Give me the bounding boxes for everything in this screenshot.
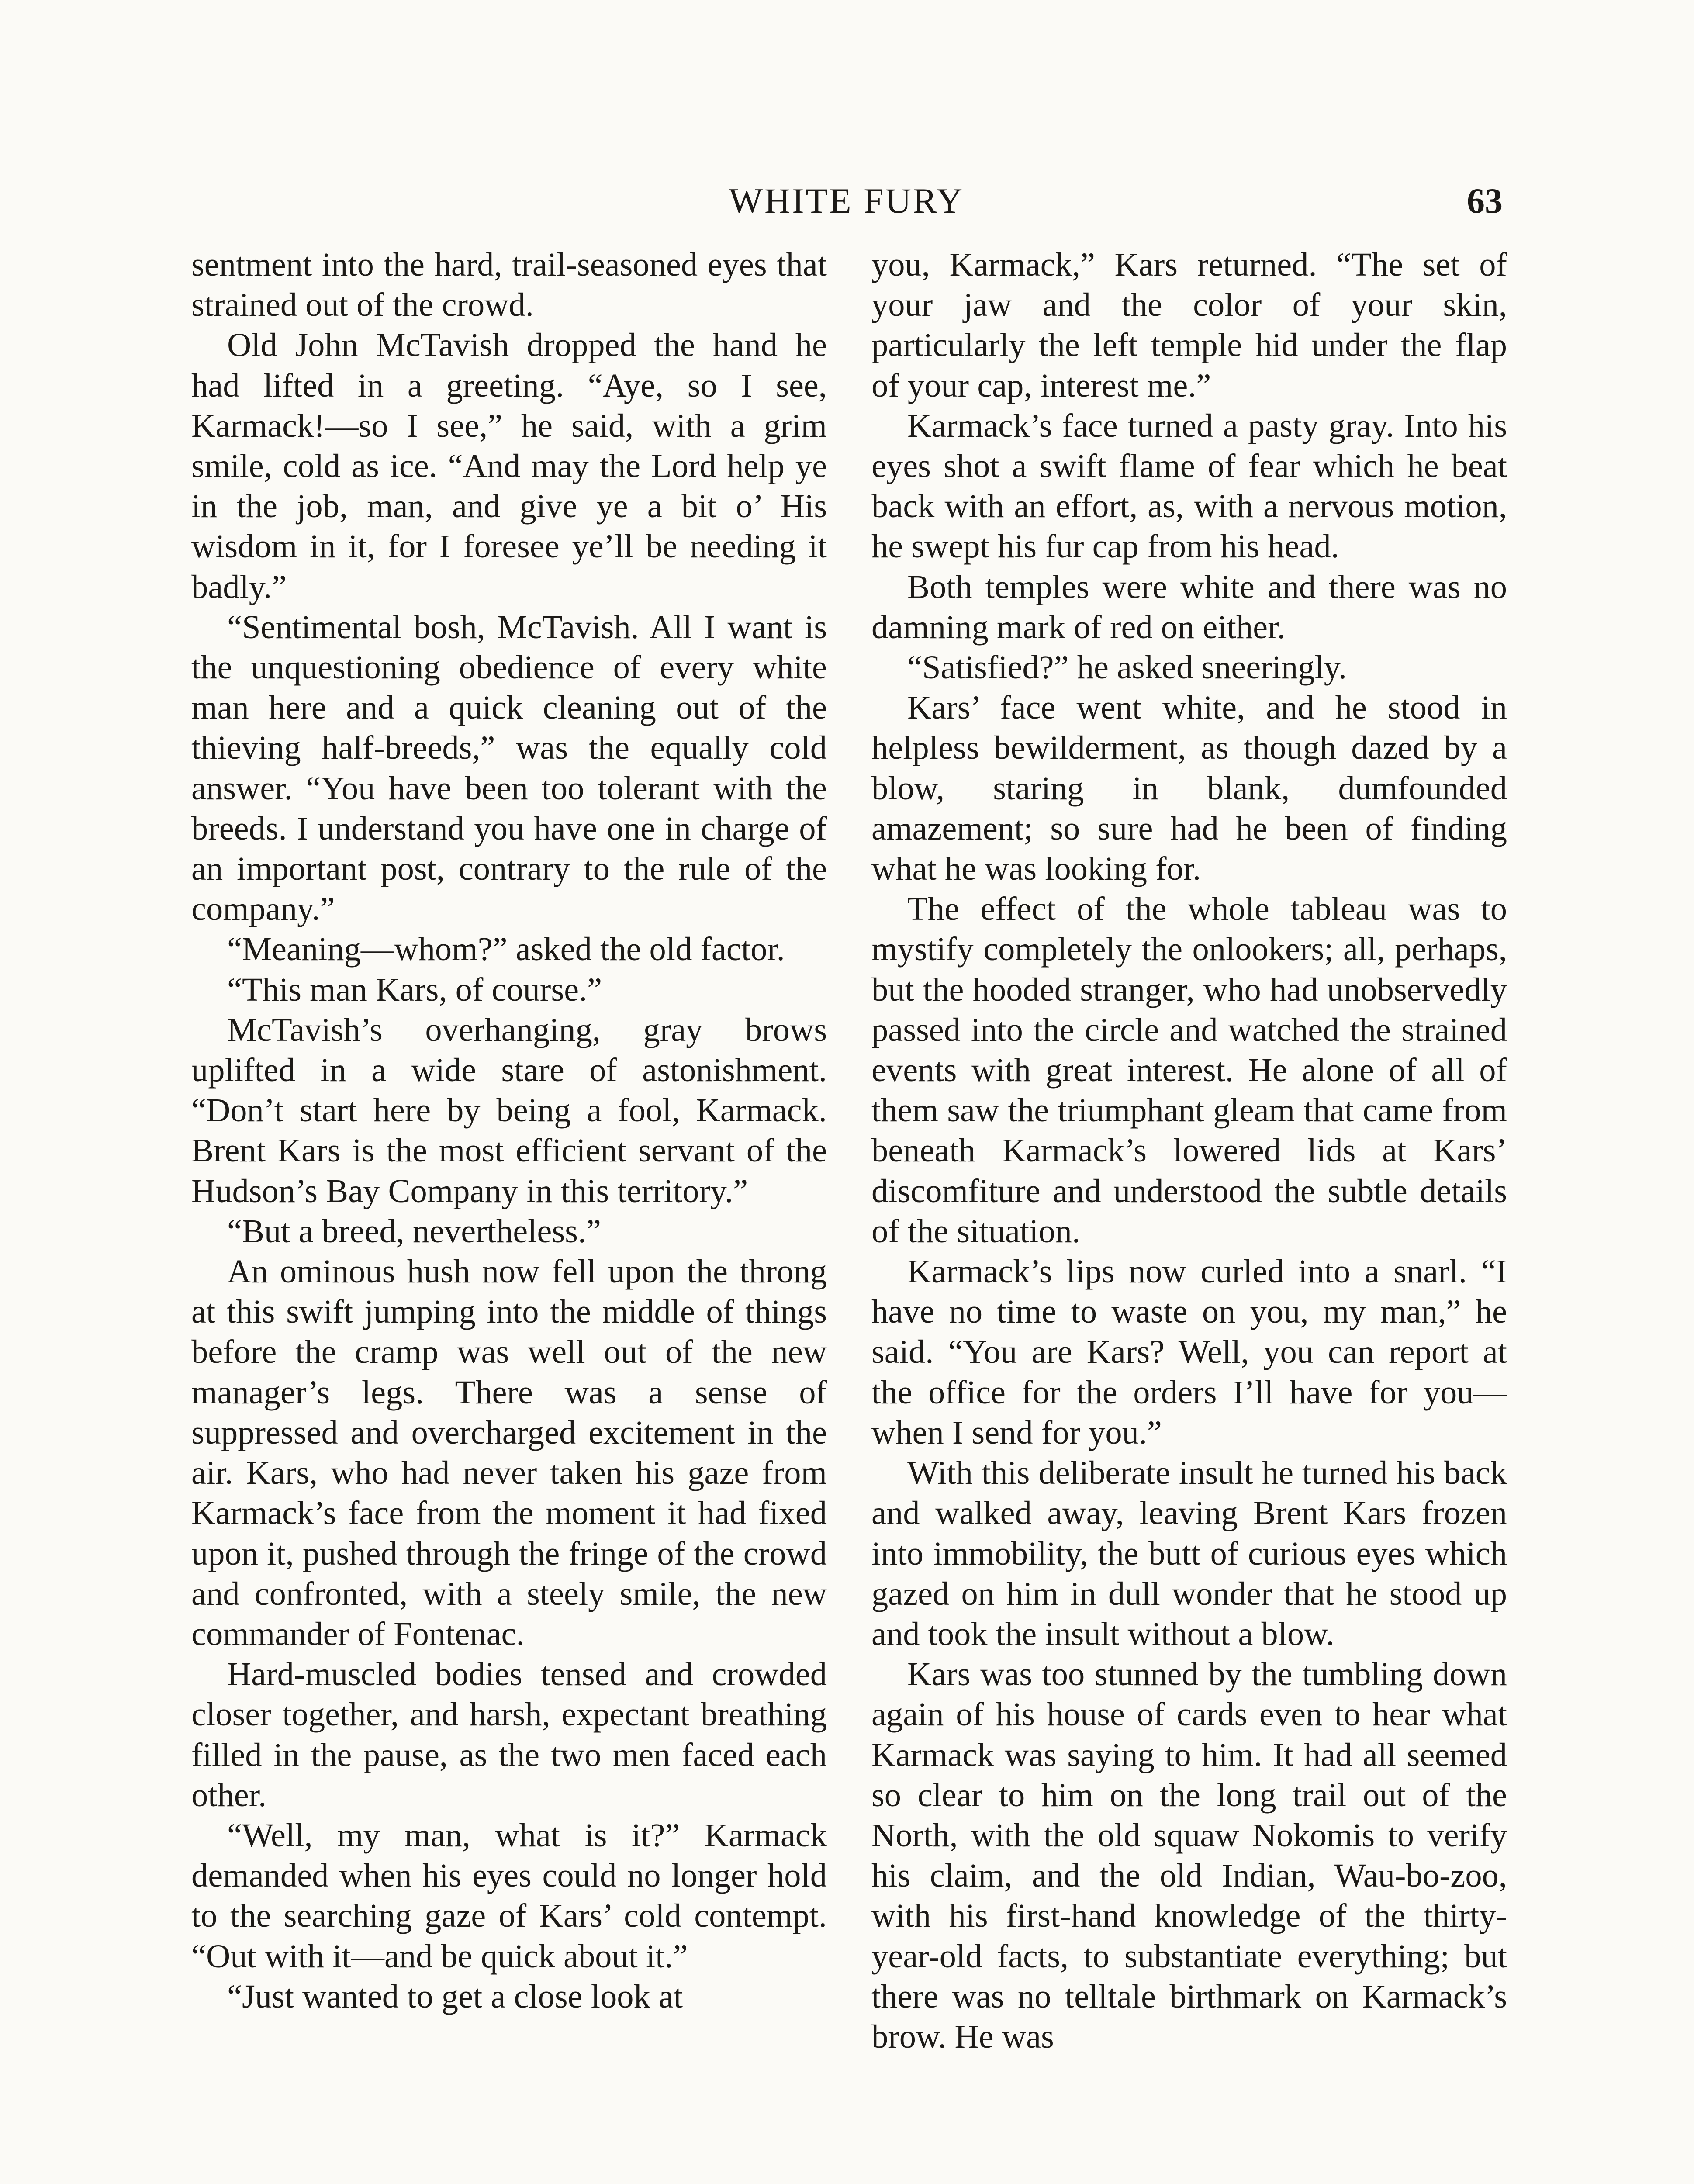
paragraph: Karmack’s lips now curled into a snarl. “I have no time to waste on you, my man,” he said. “You are Kars? Well, you can report at the office for the orders I’ll have for you—when I send for you.”	[871, 1253, 1507, 1451]
paragraph-continued: sentment into the hard, trail-seasoned eyes that strained out of the crowd.	[191, 246, 827, 324]
paragraph: Hard-muscled bodies tensed and crowded closer together, and harsh, expectant breathing filled in the pause, as the two men faced each other.	[191, 1655, 827, 1814]
paragraph: “Sentimental bosh, McTavish. All I want is the unquestioning obedience of every white man here and a quick cleaning out of the thieving half-breeds,” was the equally cold answer. “You have been too tolerant with the breeds. I understand you have one in charge of an important post, contrary to the rule of the company.”	[191, 608, 827, 928]
running-title: WHITE FURY	[729, 181, 965, 221]
paragraph: Kars was too stunned by the tumbling down again of his house of cards even to hear what Karmack was saying to him. It had all seemed so clear to him on the long trail out of the North, with the old squaw Nokomis to verify his claim, and the old Indian, Wau-bo-zoo, with his first-hand knowledge of the thirty-year-old facts, to substantiate everything; but there was no telltale birthmark on Karmack’s brow. He was	[871, 1655, 1507, 2055]
paragraph: Kars’ face went white, and he stood in helpless bewilderment, as though dazed by a blow, staring in blank, dumfounded amazement; so sure had he been of finding what he was looking for.	[871, 689, 1507, 888]
paragraph: Both temples were white and there was no damning mark of red on either.	[871, 568, 1507, 646]
running-head	[191, 175, 1502, 227]
paragraph: The effect of the whole tableau was to mystify completely the onlookers; all, perhaps, but the hooded stranger, who had unobservedly passed into the circle and watched the strained events with great interest. He alone of all of them saw the triumphant gleam that came from beneath Karmack’s lowered lids at Kars’ discomfiture and understood the subtle details of the situation.	[871, 890, 1507, 1250]
paragraph: “Meaning—whom?” asked the old factor.	[227, 930, 785, 968]
paragraph: McTavish’s overhanging, gray brows uplifted in a wide stare of astonishment. “Don’t start here by being a fool, Karmack. Brent Kars is the most efficient servant of the Hudson’s Bay Company in this territory.”	[191, 1011, 827, 1209]
paragraph: With this deliberate insult he turned his back and walked away, leaving Brent Kars frozen into immobility, the butt of curious eyes which gazed on him in dull wonder that he stood up and took the insult without a blow.	[871, 1454, 1507, 1652]
paragraph: “Just wanted to get a close look at	[227, 1977, 683, 2015]
page-number: 63	[1467, 181, 1503, 221]
paragraph: “Satisfied?” he asked sneeringly.	[907, 649, 1347, 686]
paragraph: An ominous hush now fell upon the throng at this swift jumping into the middle of things before the cramp was well out of the new manager’s legs. There was a sense of suppressed and overcharged excitement in the air. Kars, who had never taken his gaze from Karmack’s face from the moment it had fixed upon it, pushed through the fringe of the crowd and confronted, with a steely smile, the new commander of Fontenac.	[191, 1253, 827, 1652]
left-column	[191, 245, 827, 2017]
paragraph: Old John McTavish dropped the hand he had lifted in a greeting. “Aye, so I see, Karmack!—so I see,” he said, with a grim smile, cold as ice. “And may the Lord help ye in the job, man, and give ye a bit o’ His wisdom in it, for I foresee ye’ll be needing it badly.”	[191, 326, 827, 605]
paragraph: “This man Kars, of course.”	[227, 971, 602, 1008]
paragraph: Karmack’s face turned a pasty gray. Into his eyes shot a swift flame of fear which he beat back with an effort, as, with a nervous motion, he swept his fur cap from his head.	[871, 407, 1507, 565]
paragraph: “Well, my man, what is it?” Karmack demanded when his eyes could no longer hold to the searching gaze of Kars’ cold contempt. “Out with it—and be quick about it.”	[191, 1816, 827, 1975]
right-column	[871, 245, 1507, 2057]
paragraph-continued: you, Karmack,” Kars returned. “The set of your jaw and the color of your skin, particularly the left temple hid under the flap of your cap, interest me.”	[871, 246, 1507, 404]
paragraph: “But a breed, nevertheless.”	[227, 1212, 601, 1250]
